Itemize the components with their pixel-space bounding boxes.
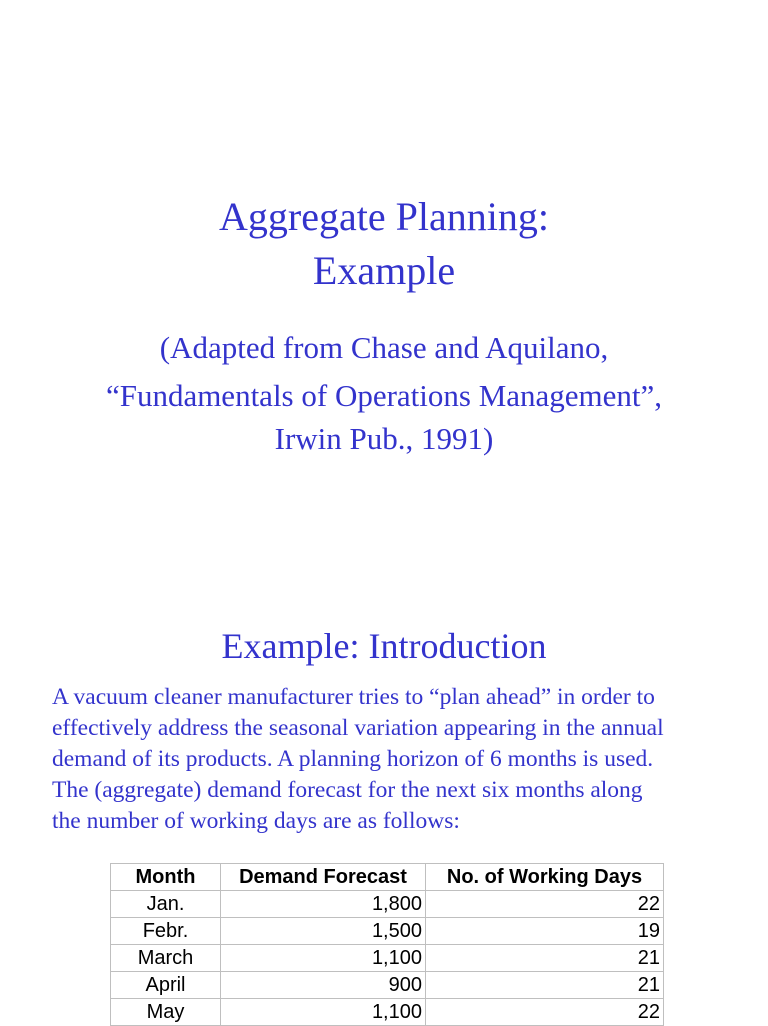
subtitle-line-2: “Fundamentals of Operations Management”,: [105, 378, 663, 413]
slide-title-line-1: Aggregate Planning:: [219, 194, 549, 239]
intro-paragraph: [52, 682, 742, 837]
intro-line: The (aggregate) demand forecast for the next six months along: [52, 777, 643, 803]
table-row: [111, 945, 664, 972]
cell-demand: 1,800: [221, 891, 426, 918]
cell-month: April: [111, 972, 221, 999]
cell-month: March: [111, 945, 221, 972]
cell-working-days: 22: [426, 999, 664, 1026]
cell-working-days: 22: [426, 891, 664, 918]
slide-title-line-2: Example: [312, 248, 456, 293]
cell-month: Jan.: [111, 891, 221, 918]
header-working-days: No. of Working Days: [426, 864, 664, 891]
section-title: Example: Introduction: [221, 626, 547, 666]
table-header-row: [111, 864, 664, 891]
demand-forecast-table: [110, 863, 664, 1026]
table-row: [111, 891, 664, 918]
intro-line: demand of its products. A planning horizon of 6 months is used.: [52, 746, 654, 772]
intro-line: effectively address the seasonal variation appearing in the annual: [52, 715, 664, 741]
cell-demand: 900: [221, 972, 426, 999]
subtitle-line-3: Irwin Pub., 1991): [274, 421, 494, 456]
table-row: [111, 918, 664, 945]
cell-month: May: [111, 999, 221, 1026]
cell-working-days: 21: [426, 972, 664, 999]
intro-line: the number of working days are as follows:: [52, 808, 460, 834]
intro-line: A vacuum cleaner manufacturer tries to “plan ahead” in order to: [52, 684, 655, 710]
table-row: [111, 999, 664, 1026]
header-demand-forecast: Demand Forecast: [221, 864, 426, 891]
cell-demand: 1,100: [221, 999, 426, 1026]
cell-working-days: 21: [426, 945, 664, 972]
table-row: [111, 972, 664, 999]
cell-month: Febr.: [111, 918, 221, 945]
header-month: Month: [111, 864, 221, 891]
cell-working-days: 19: [426, 918, 664, 945]
cell-demand: 1,100: [221, 945, 426, 972]
cell-demand: 1,500: [221, 918, 426, 945]
subtitle-line-1: (Adapted from Chase and Aquilano,: [159, 330, 609, 365]
